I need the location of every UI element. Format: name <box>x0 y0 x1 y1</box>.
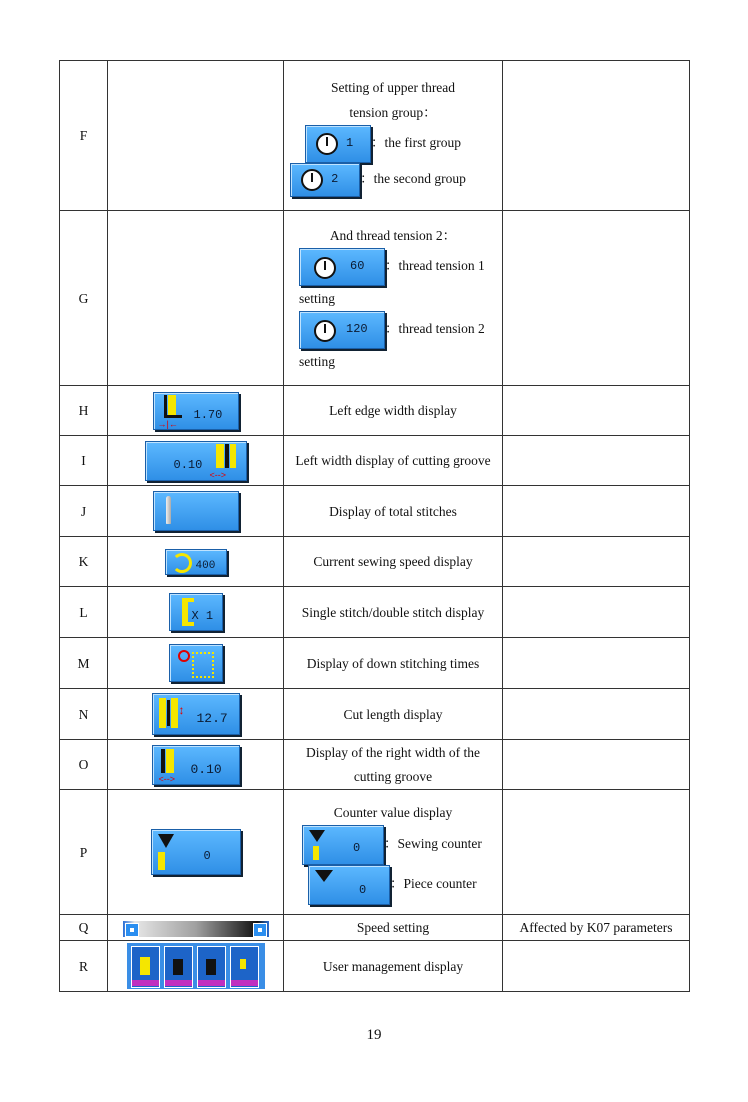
counter-triangle-icon <box>309 830 325 842</box>
thread-tension-1-button[interactable]: 60 <box>299 248 385 286</box>
row-label: F <box>60 61 108 211</box>
table-row <box>60 790 690 915</box>
stitch-mode-display: X 1 <box>169 593 223 631</box>
description-cell: User management display <box>284 941 503 992</box>
description: And thread tension 2： <box>329 227 457 243</box>
notes-cell <box>503 740 690 790</box>
user-tile[interactable] <box>164 946 193 988</box>
notes-cell <box>503 689 690 740</box>
total-stitches-display <box>153 491 239 531</box>
description-cell: Cut length display <box>284 689 503 740</box>
tension-knob-icon <box>301 169 323 191</box>
cutting-groove-right-width-display: <--> 0.10 <box>152 745 240 785</box>
description-cell: Single stitch/double stitch display <box>284 587 503 638</box>
table-row <box>60 436 690 486</box>
description-cell: And thread tension 2： 60 ：thread tension 1 setting 120 ：thread tension 2 setting <box>284 211 503 386</box>
tension-group-2-button[interactable]: 2 <box>290 163 360 197</box>
description-cell: Setting of upper thread tension group： 1 ：the first group 2 ：the second group <box>284 61 503 211</box>
description-cell: Display of total stitches <box>284 486 503 537</box>
cut-length-display: ↕ 12.7 <box>152 693 240 735</box>
user-tile[interactable] <box>230 946 259 988</box>
page-number: 19 <box>366 1027 382 1043</box>
sewing-counter-button[interactable]: 0 <box>302 825 384 865</box>
tension-knob-icon <box>314 320 336 342</box>
icon-cell <box>108 941 284 992</box>
parameter-table <box>59 60 690 992</box>
table-row <box>60 638 690 689</box>
description-cell: Counter value display 0 ：Sewing counter 0 ：Piece counter <box>284 790 503 915</box>
description-cell: Display of down stitching times <box>284 638 503 689</box>
icon-cell <box>108 486 284 537</box>
notes-cell: Affected by K07 parameters <box>503 915 690 941</box>
description-cell: Speed setting <box>284 915 503 941</box>
description: Setting of upper thread tension group： <box>330 79 456 120</box>
row-label: H <box>60 386 108 436</box>
tension-knob-icon <box>314 257 336 279</box>
row-label: K <box>60 537 108 587</box>
table-row <box>60 915 690 941</box>
speed-slider[interactable] <box>123 921 269 937</box>
row-label: P <box>60 790 108 915</box>
notes-cell <box>503 436 690 486</box>
notes-cell <box>503 61 690 211</box>
icon-cell <box>108 537 284 587</box>
no-entry-icon <box>178 650 190 662</box>
needle-icon <box>166 496 171 524</box>
description-cell: Left edge width display <box>284 386 503 436</box>
table-row <box>60 537 690 587</box>
row-label: I <box>60 436 108 486</box>
speed-loop-icon <box>172 553 192 573</box>
notes-cell <box>503 638 690 689</box>
sewing-speed-display: 400 <box>165 549 227 575</box>
left-edge-width-display: →|← 1.70 <box>153 392 239 430</box>
description-cell: Display of the right width of the cutting groove <box>284 740 503 790</box>
notes-cell <box>503 941 690 992</box>
cutting-groove-left-width-display: 0.10 <--> <box>145 441 247 481</box>
table-row <box>60 61 690 211</box>
notes-cell <box>503 486 690 537</box>
row-label: M <box>60 638 108 689</box>
row-label: Q <box>60 915 108 941</box>
table-row <box>60 587 690 638</box>
notes-cell <box>503 386 690 436</box>
table-row <box>60 689 690 740</box>
icon-cell <box>108 790 284 915</box>
icon-cell <box>108 211 284 386</box>
table-row <box>60 486 690 537</box>
user-tile[interactable] <box>197 946 226 988</box>
notes-cell <box>503 537 690 587</box>
icon-cell <box>108 638 284 689</box>
scroll-square-icon[interactable] <box>125 923 139 937</box>
table-row <box>60 941 690 992</box>
row-label: G <box>60 211 108 386</box>
description-cell: Current sewing speed display <box>284 537 503 587</box>
icon-cell <box>108 587 284 638</box>
icon-cell <box>108 386 284 436</box>
tension-group-1-button[interactable]: 1 <box>305 125 371 163</box>
icon-cell <box>108 689 284 740</box>
row-label: L <box>60 587 108 638</box>
row-label: N <box>60 689 108 740</box>
row-label: O <box>60 740 108 790</box>
table-row <box>60 211 690 386</box>
row-label: R <box>60 941 108 992</box>
icon-cell <box>108 915 284 941</box>
tension-knob-icon <box>316 133 338 155</box>
description-cell: Left width display of cutting groove <box>284 436 503 486</box>
counter-triangle-icon <box>315 870 333 882</box>
icon-cell <box>108 436 284 486</box>
description: Counter value display <box>333 804 453 820</box>
icon-cell <box>108 740 284 790</box>
table-row <box>60 740 690 790</box>
thread-tension-2-button[interactable]: 120 <box>299 311 385 349</box>
table-row <box>60 386 690 436</box>
piece-counter-button[interactable]: 0 <box>308 865 390 905</box>
user-tile[interactable] <box>131 946 160 988</box>
notes-cell <box>503 790 690 915</box>
notes-cell <box>503 211 690 386</box>
down-stitching-display <box>169 644 223 682</box>
counter-triangle-icon <box>158 834 174 848</box>
user-management-display <box>127 943 265 989</box>
counter-value-display: 0 <box>151 829 241 875</box>
scroll-square-icon[interactable] <box>253 923 267 937</box>
row-label: J <box>60 486 108 537</box>
stitch-pattern-icon <box>192 652 214 678</box>
notes-cell <box>503 587 690 638</box>
